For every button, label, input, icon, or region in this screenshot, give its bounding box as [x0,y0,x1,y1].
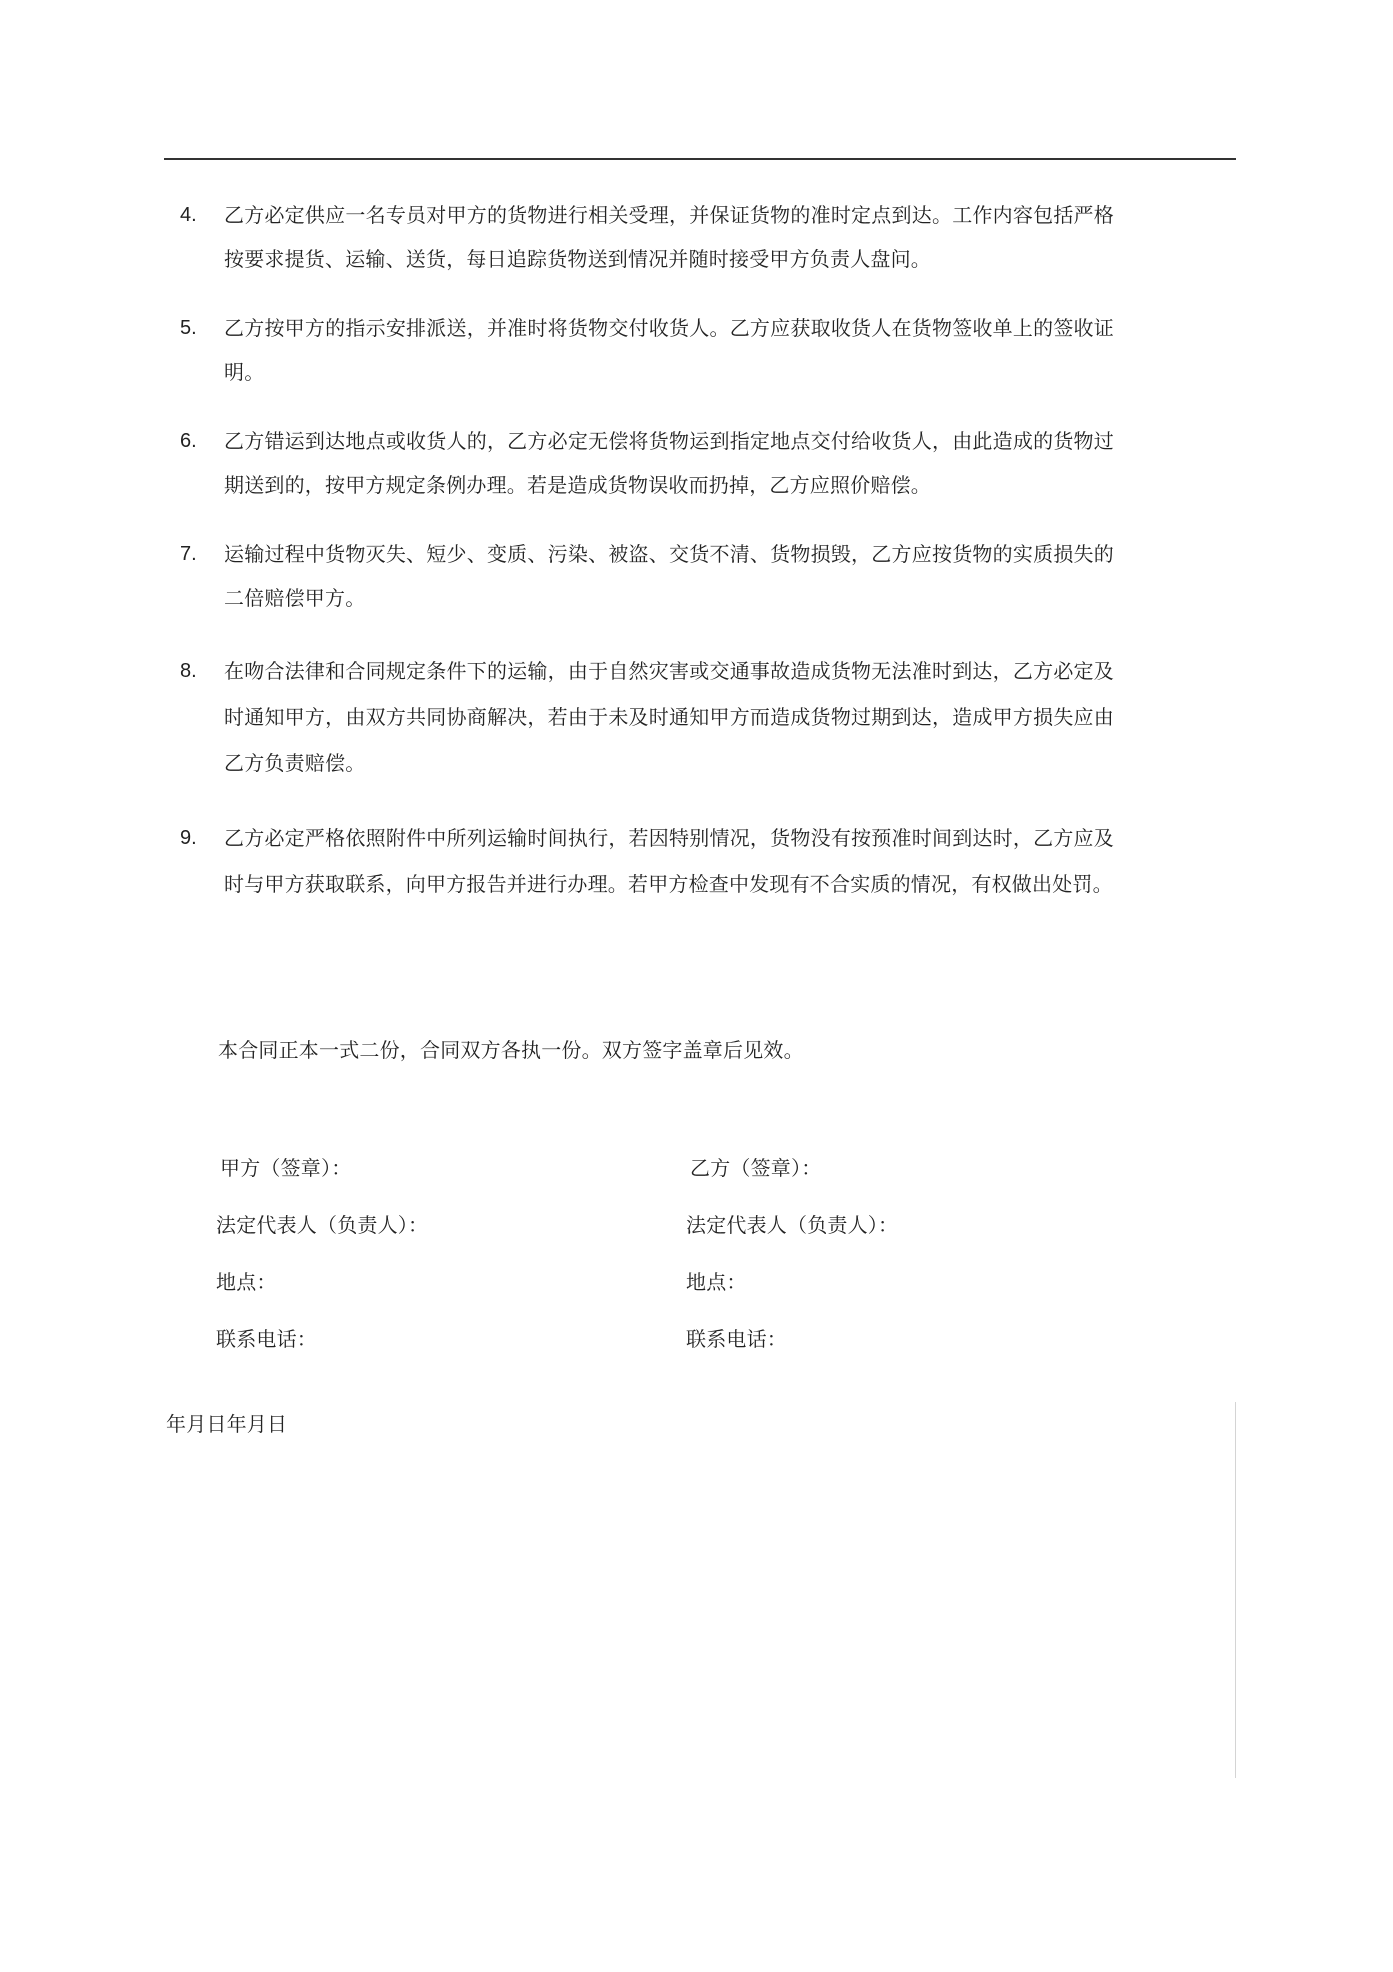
party-a-phone-label: 联系电话： [216,1327,317,1351]
party-a-representative-label: 法定代表人（负责人）： [216,1213,429,1237]
clause-text: 运输过程中货物灭失、短少、变质、污染、被盗、交货不清、货物损毁，乙方应按货物的实质损失的二倍赔偿甲方。 [224,542,1114,610]
clause-number: 8. [180,660,197,682]
party-b-phone-label: 联系电话： [686,1327,787,1351]
date-line: 年月日年月日 [166,1412,288,1436]
party-a-seal-label: 甲方（签章）： [220,1156,352,1180]
clause-text: 在吻合法律和合同规定条件下的运输，由于自然灾害或交通事故造成货物无法准时到达，乙方必定及时通知甲方，由双方共同协商解决，若由于未及时通知甲方而造成货物过期到达，造成甲方损失应由乙方负责赔偿。 [224,659,1114,775]
clause-number: 4. [180,204,197,226]
party-b-address-label: 地点： [686,1270,747,1294]
clause-number: 7. [180,543,197,565]
margin-rule [1235,1402,1236,1778]
clause-text: 乙方必定供应一名专员对甲方的货物进行相关受理，并保证货物的准时定点到达。工作内容包括严格按要求提货、运输、送货，每日追踪货物送到情况并随时接受甲方负责人盘问。 [224,203,1114,271]
clause-number: 6. [180,430,197,452]
clause-text: 乙方错运到达地点或收货人的，乙方必定无偿将货物运到指定地点交付给收货人，由此造成的货物过期送到的，按甲方规定条例办理。若是造成货物误收而扔掉，乙方应照价赔偿。 [224,429,1114,497]
header-rule [164,158,1236,160]
party-b-signature-block [686,1140,1126,1368]
clause-number: 5. [180,317,197,339]
party-a-address-label: 地点： [216,1270,277,1294]
clause-text: 乙方必定严格依照附件中所列运输时间执行，若因特别情况，货物没有按预准时间到达时，乙方应及时与甲方获取联系，向甲方报告并进行办理。若甲方检查中发现有不合实质的情况，有权做出处罚。 [224,826,1114,896]
clause-number: 9. [180,827,197,849]
party-a-signature-block [216,1140,656,1368]
party-b-seal-label: 乙方（签章）： [690,1156,822,1180]
clause-text: 乙方按甲方的指示安排派送，并准时将货物交付收货人。乙方应获取收货人在货物签收单上的签收证明。 [224,316,1114,384]
closing-statement: 本合同正本一式二份，合同双方各执一份。双方签字盖章后见效。 [218,1038,804,1062]
party-b-representative-label: 法定代表人（负责人）： [686,1213,899,1237]
